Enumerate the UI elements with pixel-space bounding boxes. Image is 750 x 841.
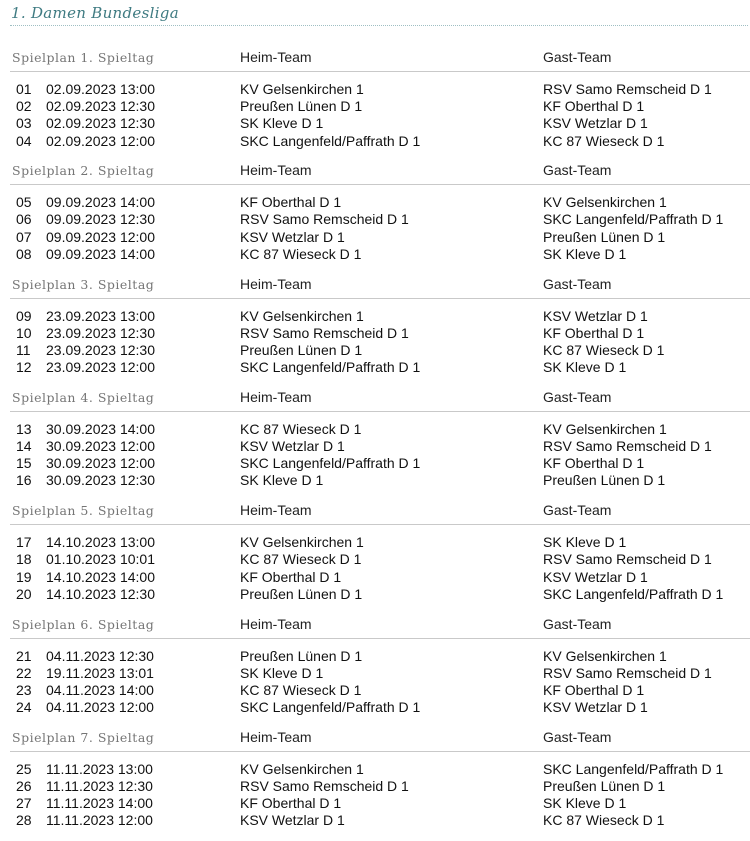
guest-team: SKC Langenfeld/Paffrath D 1: [543, 585, 724, 602]
guest-team: KC 87 Wieseck D 1: [543, 132, 665, 149]
home-team: KC 87 Wieseck D 1: [240, 245, 362, 262]
match-number: 09: [16, 307, 32, 324]
match-datetime: 02.09.2023 12:00: [46, 132, 155, 149]
home-team-header: Heim-Team: [240, 388, 312, 405]
match-row: [0, 472, 750, 489]
home-team: KV Gelsenkirchen 1: [240, 534, 364, 551]
match-list: [0, 308, 750, 377]
home-team: RSV Samo Remscheid D 1: [240, 211, 409, 228]
match-datetime: 09.09.2023 12:00: [46, 228, 155, 245]
guest-team: KV Gelsenkirchen 1: [543, 420, 667, 437]
round-section: [0, 614, 750, 724]
guest-team: SKC Langenfeld/Paffrath D 1: [543, 760, 724, 777]
home-team: KC 87 Wieseck D 1: [240, 681, 362, 698]
guest-team: KSV Wetzlar D 1: [543, 115, 648, 132]
match-row: [0, 98, 750, 115]
match-list: [0, 81, 750, 150]
match-number: 10: [16, 324, 32, 341]
match-row: [0, 569, 750, 586]
match-row: [0, 778, 750, 795]
round-title: Spielplan 6. Spieltag: [12, 616, 155, 632]
page-title: 1. Damen Bundesliga: [11, 4, 179, 22]
match-number: 17: [16, 534, 32, 551]
match-datetime: 09.09.2023 14:00: [46, 194, 155, 211]
guest-team-header: Gast-Team: [543, 388, 612, 405]
guest-team: SK Kleve D 1: [543, 534, 627, 551]
guest-team: KSV Wetzlar D 1: [543, 568, 648, 585]
match-number: 26: [16, 777, 32, 794]
match-datetime: 30.09.2023 12:00: [46, 455, 155, 472]
guest-team: Preußen Lünen D 1: [543, 777, 666, 794]
match-number: 13: [16, 420, 32, 437]
guest-team-header: Gast-Team: [543, 502, 612, 519]
home-team: KSV Wetzlar D 1: [240, 812, 345, 829]
match-number: 12: [16, 359, 32, 376]
match-row: [0, 211, 750, 228]
match-number: 07: [16, 228, 32, 245]
guest-team: KSV Wetzlar D 1: [543, 307, 648, 324]
match-number: 28: [16, 812, 32, 829]
home-team: KV Gelsenkirchen 1: [240, 307, 364, 324]
match-datetime: 09.09.2023 14:00: [46, 245, 155, 262]
guest-team: KV Gelsenkirchen 1: [543, 194, 667, 211]
match-number: 21: [16, 647, 32, 664]
match-datetime: 01.10.2023 10:01: [46, 551, 155, 568]
guest-team: KV Gelsenkirchen 1: [543, 647, 667, 664]
match-number: 15: [16, 455, 32, 472]
home-team: KC 87 Wieseck D 1: [240, 551, 362, 568]
match-row: [0, 795, 750, 812]
guest-team: Preußen Lünen D 1: [543, 472, 666, 489]
round-section: [0, 47, 750, 157]
guest-team: KF Oberthal D 1: [543, 681, 645, 698]
match-number: 05: [16, 194, 32, 211]
home-team: SK Kleve D 1: [240, 664, 324, 681]
home-team: RSV Samo Remscheid D 1: [240, 777, 409, 794]
match-row: [0, 308, 750, 325]
match-number: 08: [16, 245, 32, 262]
match-number: 25: [16, 760, 32, 777]
home-team: SKC Langenfeld/Paffrath D 1: [240, 132, 421, 149]
home-team-header: Heim-Team: [240, 275, 312, 292]
round-header: [0, 500, 750, 524]
match-row: [0, 534, 750, 551]
home-team: Preußen Lünen D 1: [240, 585, 363, 602]
round-divider: [10, 298, 750, 299]
round-title: Spielplan 3. Spieltag: [12, 276, 155, 292]
home-team: SK Kleve D 1: [240, 115, 324, 132]
match-datetime: 11.11.2023 13:00: [46, 760, 153, 777]
match-row: [0, 699, 750, 716]
round-title: Spielplan 2. Spieltag: [12, 163, 155, 179]
match-datetime: 14.10.2023 12:30: [46, 585, 155, 602]
guest-team-header: Gast-Team: [543, 615, 612, 632]
round-section: [0, 387, 750, 497]
round-divider: [10, 184, 750, 185]
match-row: [0, 81, 750, 98]
home-team-header: Heim-Team: [240, 49, 312, 65]
match-datetime: 04.11.2023 12:30: [46, 647, 154, 664]
match-number: 23: [16, 681, 32, 698]
home-team: SKC Langenfeld/Paffrath D 1: [240, 359, 421, 376]
guest-team: RSV Samo Remscheid D 1: [543, 664, 712, 681]
home-team: KV Gelsenkirchen 1: [240, 81, 364, 97]
guest-team-header: Gast-Team: [543, 162, 612, 179]
match-number: 11: [16, 341, 31, 358]
match-number: 04: [16, 132, 32, 149]
match-datetime: 02.09.2023 13:00: [46, 81, 155, 97]
match-number: 06: [16, 211, 32, 228]
home-team-header: Heim-Team: [240, 502, 312, 519]
round-section: [0, 274, 750, 384]
match-datetime: 23.09.2023 12:00: [46, 359, 155, 376]
match-row: [0, 325, 750, 342]
home-team: Preußen Lünen D 1: [240, 98, 363, 115]
match-datetime: 09.09.2023 12:30: [46, 211, 155, 228]
match-number: 02: [16, 98, 32, 115]
match-row: [0, 682, 750, 699]
round-header: [0, 387, 750, 411]
match-row: [0, 359, 750, 376]
round-header: [0, 160, 750, 184]
match-list: [0, 194, 750, 263]
guest-team-header: Gast-Team: [543, 728, 612, 745]
match-datetime: 19.11.2023 13:01: [46, 664, 154, 681]
match-row: [0, 551, 750, 568]
home-team: SKC Langenfeld/Paffrath D 1: [240, 455, 421, 472]
guest-team: SK Kleve D 1: [543, 245, 627, 262]
match-number: 01: [16, 81, 32, 97]
round-section: [0, 727, 750, 837]
guest-team: KF Oberthal D 1: [543, 455, 645, 472]
home-team: Preußen Lünen D 1: [240, 341, 363, 358]
round-divider: [10, 71, 750, 72]
guest-team: KSV Wetzlar D 1: [543, 699, 648, 716]
round-title: Spielplan 7. Spieltag: [12, 729, 155, 745]
match-datetime: 14.10.2023 14:00: [46, 568, 155, 585]
round-divider: [10, 638, 750, 639]
round-header: [0, 47, 750, 71]
match-row: [0, 648, 750, 665]
match-datetime: 02.09.2023 12:30: [46, 98, 155, 115]
match-number: 20: [16, 585, 32, 602]
match-row: [0, 115, 750, 132]
match-row: [0, 246, 750, 263]
round-section: [0, 160, 750, 270]
home-team: SK Kleve D 1: [240, 472, 324, 489]
round-divider: [10, 751, 750, 752]
title-divider: [10, 25, 748, 26]
match-list: [0, 534, 750, 603]
match-row: [0, 761, 750, 778]
home-team-header: Heim-Team: [240, 615, 312, 632]
match-row: [0, 455, 750, 472]
match-row: [0, 194, 750, 211]
home-team-header: Heim-Team: [240, 162, 312, 179]
match-datetime: 02.09.2023 12:30: [46, 115, 155, 132]
home-team: SKC Langenfeld/Paffrath D 1: [240, 699, 421, 716]
guest-team-header: Gast-Team: [543, 49, 612, 65]
round-title: Spielplan 1. Spieltag: [12, 50, 155, 65]
match-datetime: 04.11.2023 12:00: [46, 699, 154, 716]
match-number: 22: [16, 664, 32, 681]
match-datetime: 14.10.2023 13:00: [46, 534, 155, 551]
round-header: [0, 614, 750, 638]
match-number: 16: [16, 472, 32, 489]
match-number: 03: [16, 115, 32, 132]
home-team: KV Gelsenkirchen 1: [240, 760, 364, 777]
match-number: 27: [16, 795, 32, 812]
match-number: 14: [16, 438, 32, 455]
match-number: 18: [16, 551, 32, 568]
home-team: KF Oberthal D 1: [240, 795, 342, 812]
round-title: Spielplan 5. Spieltag: [12, 503, 155, 519]
match-row: [0, 586, 750, 603]
round-title: Spielplan 4. Spieltag: [12, 389, 155, 405]
home-team: KSV Wetzlar D 1: [240, 438, 345, 455]
match-list: [0, 421, 750, 490]
guest-team: Preußen Lünen D 1: [543, 228, 666, 245]
match-row: [0, 342, 750, 359]
match-list: [0, 761, 750, 830]
match-datetime: 30.09.2023 12:00: [46, 438, 155, 455]
guest-team: SK Kleve D 1: [543, 359, 627, 376]
match-row: [0, 229, 750, 246]
match-datetime: 30.09.2023 14:00: [46, 420, 155, 437]
round-divider: [10, 524, 750, 525]
guest-team: RSV Samo Remscheid D 1: [543, 81, 712, 97]
match-datetime: 04.11.2023 14:00: [46, 681, 154, 698]
guest-team: KF Oberthal D 1: [543, 98, 645, 115]
guest-team: SK Kleve D 1: [543, 795, 627, 812]
round-section: [0, 500, 750, 610]
match-number: 19: [16, 568, 32, 585]
round-header: [0, 274, 750, 298]
match-datetime: 23.09.2023 12:30: [46, 341, 155, 358]
match-datetime: 11.11.2023 14:00: [46, 795, 153, 812]
match-number: 24: [16, 699, 32, 716]
guest-team-header: Gast-Team: [543, 275, 612, 292]
match-datetime: 30.09.2023 12:30: [46, 472, 155, 489]
home-team: RSV Samo Remscheid D 1: [240, 324, 409, 341]
match-row: [0, 133, 750, 150]
guest-team: KF Oberthal D 1: [543, 324, 645, 341]
guest-team: KC 87 Wieseck D 1: [543, 812, 665, 829]
match-datetime: 11.11.2023 12:30: [46, 777, 153, 794]
match-datetime: 23.09.2023 12:30: [46, 324, 155, 341]
home-team: Preußen Lünen D 1: [240, 647, 363, 664]
match-row: [0, 438, 750, 455]
guest-team: KC 87 Wieseck D 1: [543, 341, 665, 358]
match-list: [0, 648, 750, 717]
match-datetime: 23.09.2023 13:00: [46, 307, 155, 324]
guest-team: RSV Samo Remscheid D 1: [543, 551, 712, 568]
home-team: KF Oberthal D 1: [240, 568, 342, 585]
match-row: [0, 421, 750, 438]
guest-team: RSV Samo Remscheid D 1: [543, 438, 712, 455]
guest-team: SKC Langenfeld/Paffrath D 1: [543, 211, 724, 228]
home-team: KSV Wetzlar D 1: [240, 228, 345, 245]
match-datetime: 11.11.2023 12:00: [46, 812, 153, 829]
match-row: [0, 665, 750, 682]
home-team-header: Heim-Team: [240, 728, 312, 745]
match-row: [0, 812, 750, 829]
round-divider: [10, 411, 750, 412]
home-team: KF Oberthal D 1: [240, 194, 342, 211]
round-header: [0, 727, 750, 751]
home-team: KC 87 Wieseck D 1: [240, 420, 362, 437]
